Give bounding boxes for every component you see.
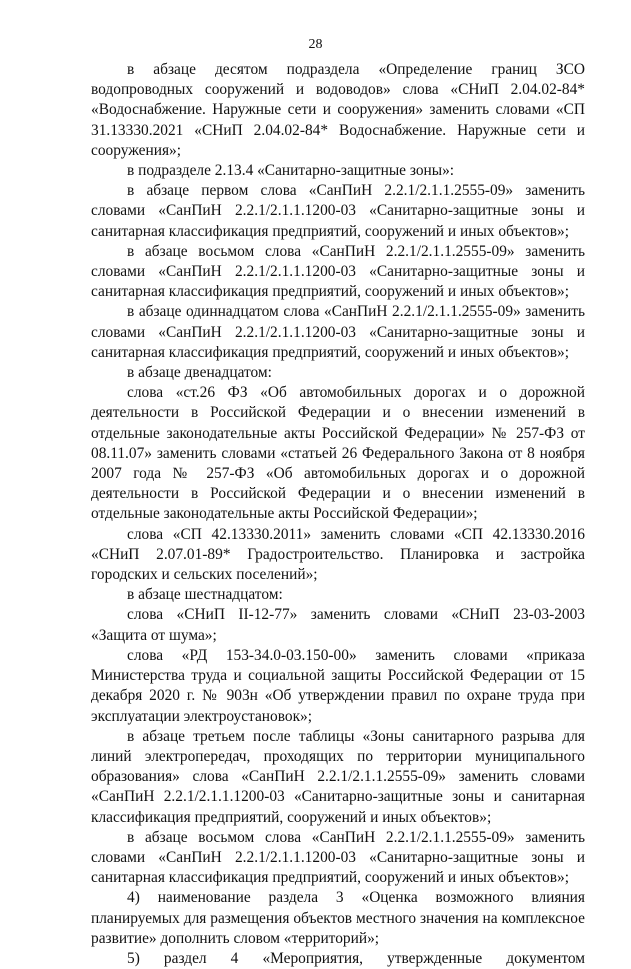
paragraph-item-5-section-4: 5) раздел 4 «Мероприятия, утвержденные документом [127,949,585,967]
paragraph-sp-42-amendment: слова «СП 42.13330.2011» заменить словами «СП 42.13330.2016 «СНиП 2.07.01-89* Градостроительство. Планировка и застройка городских и сельских поселений»; [91,525,585,584]
paragraph-snip-noise-amendment: слова «СНиП II-12-77» заменить словами «СНиП 23-03-2003 «Защита от шума»; [91,606,585,644]
paragraph-power-lines-amendment: в абзаце третьем после таблицы «Зоны санитарного разрыва для линий электропередач, проходящих по территории муниципального образования» слова «СанПиН 2.2.1/2.1.1.2555-09» заменить словами «СанПиН 2.2.1/2.1.1.1200-03 «Санитарно-защитные зоны и санитарная классификация предприятий, сооружений и иных объектов»; [91,727,585,826]
paragraph-eighth-abzats-second-amendment: в абзаце восьмом слова «СанПиН 2.2.1/2.1.1.2555-09» заменить словами «СанПиН 2.2.1/2.1.1.1200-03 «Санитарно-защитные зоны и санитарная классификация предприятий, сооружений и иных объектов»; [91,828,585,887]
paragraph-sixteenth-abzats-heading: в абзаце шестнадцатом: [127,586,283,604]
paragraph-eleventh-abzats-amendment: в абзаце одиннадцатом слова «СанПиН 2.2.1/2.1.1.2555-09» заменить словами «СанПиН 2.2.1/2.1.1.1200-03 «Санитарно-защитные зоны и санитарная классификация предприятий, сооружений и иных объектов»; [91,303,585,361]
paragraph-twelfth-abzats-heading: в абзаце двенадцатом: [127,364,272,382]
document-body [91,60,585,969]
paragraph-eighth-abzats-amendment: в абзаце восьмом слова «СанПиН 2.2.1/2.1.1.2555-09» заменить словами «СанПиН 2.2.1/2.1.1.1200-03 «Санитарно-защитные зоны и санитарная классификация предприятий, сооружений и иных объектов»; [91,242,585,301]
paragraph-first-abzats-amendment: в абзаце первом слова «СанПиН 2.2.1/2.1.1.2555-09» заменить словами «СанПиН 2.2.1/2.1.1.1200-03 «Санитарно-защитные зоны и санитарная классификация предприятий, сооружений и иных объектов»; [91,182,585,240]
paragraph-road-law-amendment: слова «ст.26 ФЗ «Об автомобильных дорогах и о дорожной деятельности в Российской Федерации и о внесении изменений в отдельные законодательные акты Российской Федерации» № 257-ФЗ от 08.11.07» заменить словами «статьей 26 Федерального Закона от 8 ноября 2007 года № 257-ФЗ «Об автомобильных дорогах и о дорожной деятельности в Российской Федерации и о внесении изменений в отдельные законодательные акты Российской Федерации»; [91,384,585,523]
page-number: 28 [308,37,323,52]
paragraph-rd-labor-amendment: слова «РД 153-34.0-03.150-00» заменить словами «приказа Министерства труда и социальной защиты Российской Федерации от 15 декабря 2020 г. № 903н «Об утверждении правил по охране труда при эксплуатации электроустановок»; [91,646,585,725]
paragraph-water-supply-amendment: в абзаце десятом подраздела «Определение границ ЗСО водопроводных сооружений и водоводов» слова «СНиП 2.04.02-84* «Водоснабжение. Наружные сети и сооружения» заменить словами «СП 31.13330.2021 «СНиП 2.04.02-84* Водоснабжение. Наружные сети и сооружения»; [91,61,585,159]
paragraph-item-4-section-3: 4) наименование раздела 3 «Оценка возможного влияния планируемых для размещения объектов местного значения на комплексное развитие» дополнить словом «территорий»; [91,889,585,947]
paragraph-section-2-13-4-heading: в подразделе 2.13.4 «Санитарно-защитные зоны»: [127,162,455,180]
